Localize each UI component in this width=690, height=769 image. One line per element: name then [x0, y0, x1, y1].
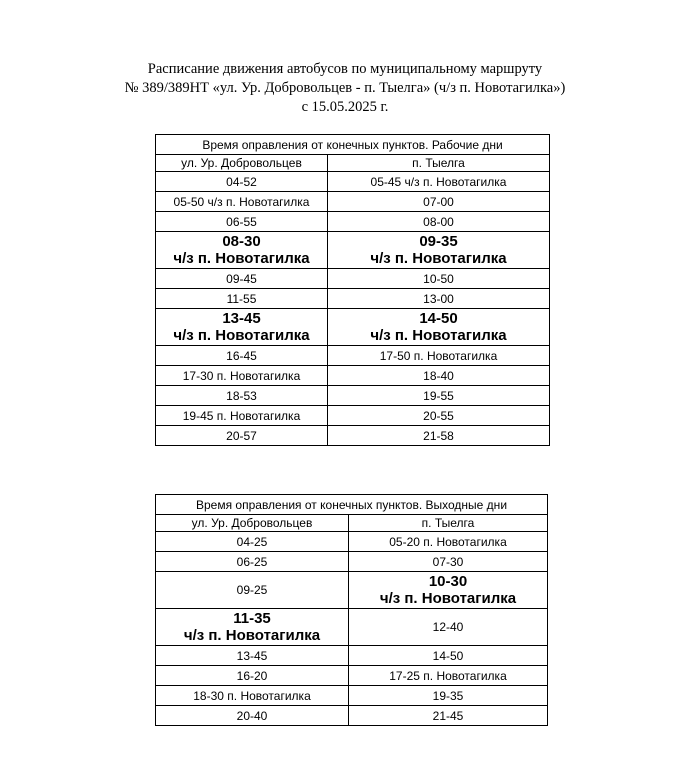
departure-dobrovoltsev-cell	[156, 232, 328, 269]
document-title	[0, 60, 690, 117]
departure-tyelga-cell	[328, 346, 550, 366]
table-row	[156, 212, 550, 232]
departure-dobrovoltsev-cell	[156, 426, 328, 446]
departure-dobrovoltsev-cell	[156, 386, 328, 406]
departure-time: 05-20 п. Новотагилка	[389, 534, 507, 549]
departure-time: 18-30 п. Новотагилка	[193, 688, 311, 703]
route-note: ч/з п. Новотагилка	[183, 627, 321, 644]
departure-tyelga-cell	[349, 532, 548, 552]
departure-time: 17-50 п. Новотагилка	[379, 348, 498, 363]
departure-time: 11-35	[233, 610, 271, 627]
table-row	[156, 609, 548, 646]
title-line-2: № 389/389НТ «ул. Ур. Добровольцев - п. Тыелга» (ч/з п. Новотагилка»)	[124, 80, 566, 96]
departure-time: 08-30	[222, 233, 261, 250]
departure-dobrovoltsev-cell	[156, 366, 328, 386]
departure-dobrovoltsev-cell	[156, 346, 328, 366]
departure-tyelga-cell	[349, 552, 548, 572]
departure-dobrovoltsev-cell	[156, 532, 349, 552]
departure-tyelga-cell	[349, 666, 548, 686]
table-row	[156, 192, 550, 212]
table-row	[156, 532, 548, 552]
table-row	[156, 366, 550, 386]
departure-time: 18-40	[423, 368, 454, 383]
departure-dobrovoltsev-cell	[156, 706, 349, 726]
departure-dobrovoltsev-cell	[156, 289, 328, 309]
departure-time: 10-30	[428, 573, 468, 590]
departure-time: 16-20	[236, 668, 268, 683]
departure-time: 04-52	[226, 174, 257, 189]
column-header-tyelga: п. Тыелга	[349, 515, 548, 532]
table-row	[156, 666, 548, 686]
departure-time: 14-50	[419, 310, 458, 327]
departure-tyelga-cell	[349, 646, 548, 666]
departure-time: 20-40	[236, 708, 268, 723]
table-header-row	[156, 495, 548, 515]
title-line-3: с 15.05.2025 г.	[301, 99, 389, 115]
departure-time: 13-00	[423, 291, 454, 306]
departure-dobrovoltsev-cell	[156, 269, 328, 289]
table-row	[156, 386, 550, 406]
table-row	[156, 269, 550, 289]
table-header: Время оправления от конечных пунктов. Рабочие дни	[156, 135, 550, 155]
departure-tyelga-cell	[328, 269, 550, 289]
departure-dobrovoltsev-cell	[156, 646, 349, 666]
weekend-schedule-table	[155, 494, 548, 726]
table-row	[156, 346, 550, 366]
departure-time: 07-00	[423, 194, 454, 209]
departure-time: 06-55	[226, 214, 257, 229]
departure-tyelga-cell	[328, 172, 550, 192]
table-row	[156, 426, 550, 446]
departure-tyelga-cell	[328, 192, 550, 212]
departure-time: 20-57	[226, 428, 257, 443]
departure-dobrovoltsev-cell	[156, 552, 349, 572]
departure-time: 11-55	[226, 291, 257, 306]
departure-dobrovoltsev-cell	[156, 172, 328, 192]
departure-time: 12-40	[432, 620, 464, 634]
departure-time: 13-45	[236, 648, 268, 663]
departure-tyelga-cell	[328, 406, 550, 426]
departure-time: 09-25	[236, 583, 268, 597]
table-header: Время оправления от конечных пунктов. Выходные дни	[156, 495, 548, 515]
departure-time: 04-25	[236, 534, 268, 549]
departure-time: 08-00	[423, 214, 454, 229]
departure-tyelga-cell	[328, 426, 550, 446]
departure-dobrovoltsev-cell	[156, 666, 349, 686]
table-row	[156, 706, 548, 726]
departure-time: 18-53	[226, 388, 257, 403]
departure-dobrovoltsev-cell	[156, 609, 349, 646]
departure-tyelga-cell	[328, 386, 550, 406]
departure-time: 09-45	[226, 271, 257, 286]
table-row	[156, 289, 550, 309]
departure-time: 19-55	[423, 388, 454, 403]
departure-time: 21-58	[423, 428, 454, 443]
departure-tyelga-cell	[328, 232, 550, 269]
departure-time: 09-35	[419, 233, 458, 250]
departure-time: 10-50	[423, 271, 454, 286]
departure-time: 14-50	[432, 648, 464, 663]
column-header-dobrovoltsev: ул. Ур. Добровольцев	[156, 155, 328, 172]
departure-tyelga-cell	[328, 289, 550, 309]
departure-dobrovoltsev-cell	[156, 309, 328, 346]
route-note: ч/з п. Новотагилка	[370, 327, 507, 344]
departure-tyelga-cell	[328, 212, 550, 232]
table-row	[156, 552, 548, 572]
departure-dobrovoltsev-cell	[156, 212, 328, 232]
table-row	[156, 572, 548, 609]
route-note: ч/з п. Новотагилка	[173, 327, 310, 344]
departure-tyelga-cell	[349, 609, 548, 646]
departure-time: 20-55	[423, 408, 454, 423]
departure-time: 19-35	[432, 688, 464, 703]
column-header-row	[156, 155, 550, 172]
departure-dobrovoltsev-cell	[156, 686, 349, 706]
route-note: ч/з п. Новотагилка	[379, 590, 517, 607]
title-line-1: Расписание движения автобусов по муниципальному маршруту	[147, 61, 543, 77]
departure-time: 06-25	[236, 554, 268, 569]
departure-time: 16-45	[226, 348, 257, 363]
column-header-tyelga: п. Тыелга	[328, 155, 550, 172]
departure-time: 21-45	[432, 708, 464, 723]
route-note: ч/з п. Новотагилка	[370, 250, 507, 267]
departure-time: 17-25 п. Новотагилка	[389, 668, 507, 683]
table-row	[156, 232, 550, 269]
departure-time: 05-45 ч/з п. Новотагилка	[370, 174, 507, 189]
departure-time: 13-45	[222, 310, 261, 327]
departure-tyelga-cell	[349, 572, 548, 609]
column-header-row	[156, 515, 548, 532]
table-row	[156, 646, 548, 666]
departure-dobrovoltsev-cell	[156, 192, 328, 212]
departure-dobrovoltsev-cell	[156, 572, 349, 609]
departure-time: 17-30 п. Новотагилка	[182, 368, 301, 383]
departure-time: 05-50 ч/з п. Новотагилка	[173, 194, 310, 209]
departure-tyelga-cell	[349, 686, 548, 706]
table-row	[156, 309, 550, 346]
column-header-dobrovoltsev: ул. Ур. Добровольцев	[156, 515, 349, 532]
table-row	[156, 686, 548, 706]
departure-tyelga-cell	[328, 366, 550, 386]
departure-tyelga-cell	[328, 309, 550, 346]
table-header-row	[156, 135, 550, 155]
table-row	[156, 172, 550, 192]
departure-time: 07-30	[432, 554, 464, 569]
weekday-schedule-table	[155, 134, 550, 446]
departure-dobrovoltsev-cell	[156, 406, 328, 426]
departure-tyelga-cell	[349, 706, 548, 726]
route-note: ч/з п. Новотагилка	[173, 250, 310, 267]
table-row	[156, 406, 550, 426]
departure-time: 19-45 п. Новотагилка	[182, 408, 301, 423]
